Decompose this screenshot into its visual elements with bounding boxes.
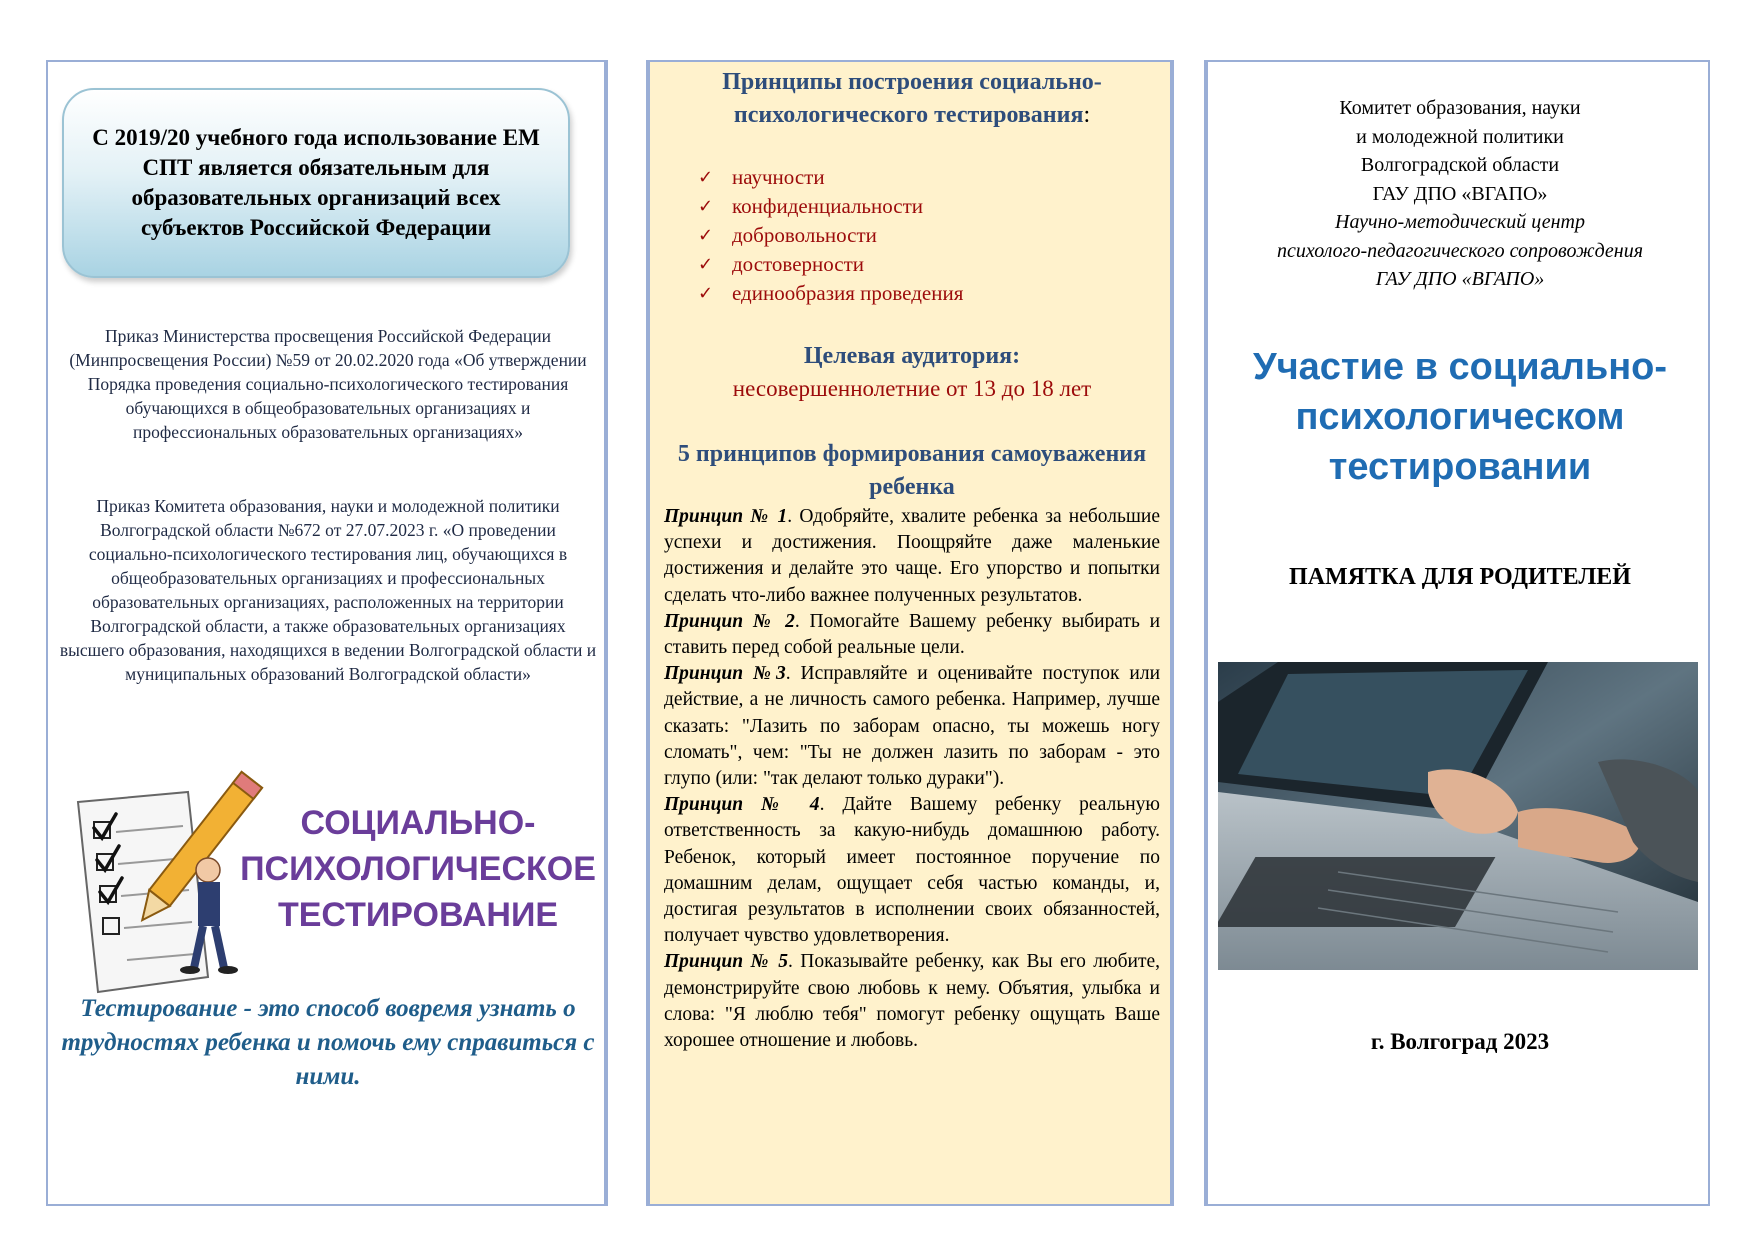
rules-text xyxy=(664,504,1160,1054)
list-item xyxy=(698,250,963,279)
laptop-typing-hands-photo xyxy=(1218,662,1698,970)
rule-paragraph xyxy=(664,504,1160,609)
principle-label: конфиденциальности xyxy=(732,194,923,218)
title-line: Участие в социально- xyxy=(1252,346,1668,388)
org-line: Комитет образования, науки xyxy=(1339,97,1581,119)
title-line: тестировании xyxy=(1328,446,1592,488)
rule-text: . Одобряйте, хвалите ребенка за небольшие успехи и достижения. Поощряйте даже маленькие достижения и делайте это чаще. Его упорство и попытки сделать что-либо важнее полученных результатов. xyxy=(664,506,1160,606)
check-mark-icon: ✓ xyxy=(698,167,714,188)
middle-panel xyxy=(648,60,1172,1206)
rule-name: Принцип № 5 xyxy=(664,951,789,973)
check-mark-icon: ✓ xyxy=(698,196,714,217)
illustration-line-1: СОЦИАЛЬНО- xyxy=(300,804,536,842)
audience-value: несовершеннолетние от 13 до 18 лет xyxy=(732,376,1092,401)
org-line: и молодежной политики xyxy=(1356,125,1564,148)
check-mark-icon: ✓ xyxy=(698,225,714,246)
right-panel xyxy=(1206,60,1710,1206)
rule-name: Принцип № 4 xyxy=(664,794,820,816)
brochure-title xyxy=(1218,342,1702,492)
callout-box xyxy=(62,88,570,278)
rule-name: Принцип №3 xyxy=(664,663,786,685)
principles-list xyxy=(698,163,963,308)
list-item xyxy=(698,221,963,250)
rule-paragraph xyxy=(664,949,1160,1054)
list-item xyxy=(698,163,963,192)
org-line: Волгоградской области xyxy=(1360,154,1560,177)
city-year: г. Волгоград 2023 xyxy=(1370,1029,1550,1054)
rule-paragraph xyxy=(664,609,1160,661)
rule-paragraph xyxy=(664,792,1160,949)
callout-text: С 2019/20 учебного года использование ЕМ СПТ является обязательным для образовательных организаций всех субъектов Российской Федерации xyxy=(92,125,540,240)
principles-colon: : xyxy=(1083,102,1091,128)
order-committee: Приказ Комитета образования, науки и молодежной политики Волгоградской области №672 от 27.07.2023 г. «О проведении социально-психологического тестирования лиц, обучающихся в общеобразовательных организациях и профессиональных образовательных организациях, расположенных на территории Волгоградской области, а также образовательных организациях высшего образования, находящихся в ведении Волгоградской области и муниципальных образований Волгоградской области» xyxy=(59,496,597,684)
illustration-line-2: ПСИХОЛОГИЧЕСКОЕ xyxy=(240,850,596,888)
rule-name: Принцип № 1 xyxy=(664,506,788,527)
rule-text: . Дайте Вашему ребенку реальную ответственность за какую-нибудь домашнюю работу. Ребенок, который имеет постоянное поручение по домашним делам, ощущает себя частью команды, и, достигая результатов в исполнении своих обязанностей, получает чувство удовлетворения. xyxy=(664,794,1160,947)
slogan: Тестирование - это способ вовремя узнать о трудностях ребенка и помочь ему справиться с ними. xyxy=(61,995,595,1090)
center-line: Научно-методический центр xyxy=(1335,211,1585,233)
left-panel xyxy=(46,60,606,1206)
rule-text: . Показывайте ребенку, как Вы его любите, демонстрируйте свою любовь к нему. Объятия, улыбка и слова: "Я люблю тебя" помогут ребенку ощущать Ваше хорошее отношение и любовь. xyxy=(664,951,1160,1052)
principle-label: научности xyxy=(732,165,825,189)
principle-label: добровольности xyxy=(732,223,877,247)
rule-name: Принцип № 2 xyxy=(664,610,795,632)
order-ministry: Приказ Министерства просвещения Российской Федерации (Минпросвещения России) №59 от 20.02.2020 года «Об утверждении Порядка проведения социально-психологического тестирования обучающихся в общеобразовательных организациях и профессиональных образовательных организациях» xyxy=(69,326,587,442)
checklist-pencil-person-illustration xyxy=(58,762,598,1012)
organization-block xyxy=(1218,94,1702,208)
principles-title: Принципы построения социально-психологического тестирования xyxy=(722,69,1102,128)
rule-text: . Помогайте Вашему ребенку выбирать и ставить перед собой реальные цели. xyxy=(664,610,1161,659)
list-item xyxy=(698,279,963,308)
memo-label: ПАМЯТКА ДЛЯ РОДИТЕЛЕЙ xyxy=(1289,564,1631,590)
check-mark-icon: ✓ xyxy=(698,254,714,275)
center-line: ГАУ ДПО «ВГАПО» xyxy=(1375,268,1545,291)
principle-label: единообразия проведения xyxy=(732,281,964,305)
center-line: психолого-педагогического сопровождения xyxy=(1276,239,1644,262)
org-line: ГАУ ДПО «ВГАПО» xyxy=(1372,182,1548,205)
list-item xyxy=(698,192,963,221)
check-mark-icon: ✓ xyxy=(698,283,714,304)
principle-label: достоверности xyxy=(732,252,865,276)
illustration-line-3: ТЕСТИРОВАНИЕ xyxy=(277,896,559,934)
center-block xyxy=(1218,208,1702,294)
rule-paragraph xyxy=(664,661,1160,792)
principles-heading xyxy=(660,66,1164,132)
title-line: психологическом xyxy=(1295,396,1625,438)
rule-text: . Исправляйте и оценивайте поступок или действие, а не личность самого ребенка. Например, лучше сказать: "Лазить по заборам опасно, ты можешь ногу сломать", чем: "Ты не должен лазить по заборам - это глупо (или: "так делают только дураки"). xyxy=(664,663,1161,790)
audience-title: Целевая аудитория: xyxy=(803,343,1021,369)
self-esteem-heading: 5 принципов формирования самоуважения ребенка xyxy=(677,441,1147,500)
